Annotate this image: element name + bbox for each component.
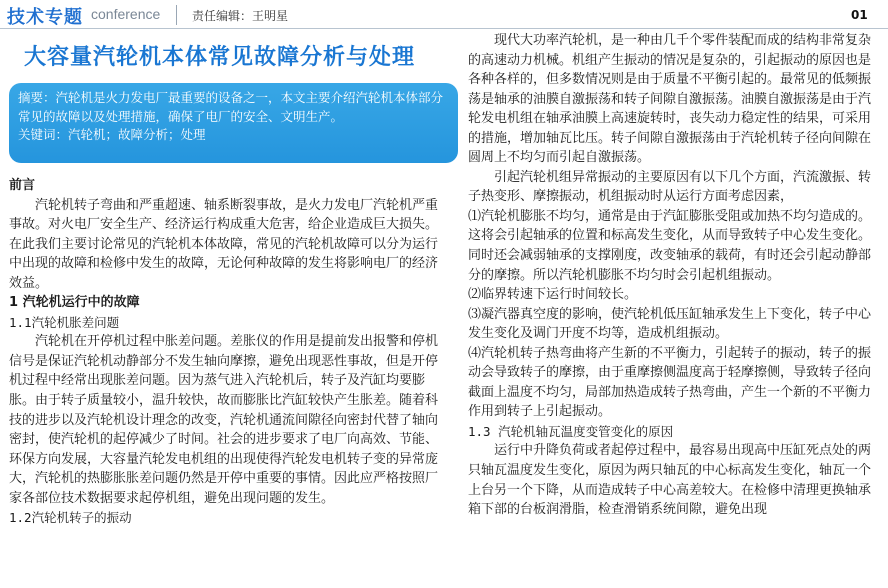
page-number: 01 [851,8,868,22]
editor-credit: 责任编辑：王明星 [192,9,289,23]
subsection-1-1-heading: 1.1汽轮机胀差问题 [9,314,120,330]
keywords-text: 关键词：汽轮机；故障分析；处理 [18,127,206,142]
cause-item-3: ⑶凝汽器真空度的影响，使汽轮机低压缸轴承发生上下变化，转子中心发生变化及调门开度不均等，造成机组振动。 [468,306,872,342]
subsection-1-1-paragraph: 汽轮机在开停机过程中胀差问题。差胀仪的作用是提前发出报警和停机信号是保证汽轮机动静部分不发生轴向摩擦，避免出现恶性事故，但是开停机过程中经常出现胀差问题。因为蒸气进入汽轮机后，转子及汽缸均要膨胀。由于转子质量较小，温升较快，故而膨胀比汽缸较快产生胀差。随着科技的进步以及汽轮机设计理念的改变，汽轮机通流间隙径向密封代替了轴向密封，使汽轮机的起停减少了时间。社会的进步要求了电厂向高效、节能、环保方向发展，大容量汽轮发电机组的出现使得汽轮发电机转子变的异常庞大，汽轮机的热膨胀胀差问题仍然是开停中重要的事情。因此应严格按照厂家各部位技术数据要求起停机组，避免出现问题的发生。 [9,334,439,506]
subsection-1-3-heading: 1.3 汽轮机轴瓦温度变管变化的原因 [468,423,674,439]
abstract-text: 摘要：汽轮机是火力发电厂最重要的设备之一，本文主要介绍汽轮机本体部分常见的故障以及处理措施，确保了电厂的安全、文明生产。 [18,90,444,124]
header-separator [176,5,177,25]
right-column [468,31,880,520]
foreword-paragraph: 汽轮机转子弯曲和严重超速、轴系断裂事故，是火力发电厂汽轮机严重事故。对火电厂安全生产、经济运行构成重大危害，给企业造成巨大损失。在此我们主要讨论常见的汽轮机本体故障，常见的汽轮机故障可以分为运行中出现的故障和检修中发生的故障，无论何种故障的发生将影响电厂的经济效益。 [9,197,439,291]
article-title: 大容量汽轮机本体常见故障分析与处理 [24,45,416,70]
vibration-paragraph: 现代大功率汽轮机，是一种由几千个零件装配而成的结构非常复杂的高速动力机械。机组产生振动的情况是复杂的，引起振动的原因也是各种各样的，但多数情况则是由于质量不平衡引起的。最常见的低频振荡是轴承的油膜自激振荡和转子间隙自激振荡。油膜自激振荡是由于汽轮发电机组在轴承油膜上高速旋转时，丧失动力稳定性的结果，可采用的措施，增加轴瓦比压。转子间隙自激振荡由于汽轮机转子径向间隙在圆周上不均匀而引起自激振荡。 [468,33,872,166]
page-header [0,0,888,28]
cause-item-1: ⑴汽轮机膨胀不均匀，通常是由于汽缸膨胀受阻或加热不均匀造成的。这将会引起轴承的位置和标高发生变化，从而导致转子中心发生变化。同时还会减弱轴承的支撑刚度，改变轴承的载荷，有时还会引起动静部分的摩擦。所以汽轮机膨胀不均匀时会引起机组振动。 [468,208,872,283]
cause-item-2: ⑵临界转速下运行时间较长。 [468,287,638,303]
header-rule [0,28,888,29]
subsection-1-2-heading: 1.2汽轮机转子的振动 [9,510,132,526]
foreword-heading: 前言 [9,178,36,193]
cause-item-4: ⑷汽轮机转子热弯曲将产生新的不平衡力，引起转子的振动，转子的振动会导致转子的摩擦，由于重摩擦侧温度高于轻摩擦侧，导致转子径向截面上温度不均匀，局部加热造成转子热弯曲，产生一个新的不平衡力作用到转子上引起振动。 [468,345,872,420]
abstract-box [9,83,458,163]
left-column [9,176,449,528]
column-tag: 技术专题 [7,7,83,28]
conference-label: conference [91,6,161,22]
subsection-1-3-paragraph: 运行中升降负荷或者起停过程中，最容易出现高中压缸死点处的两只轴瓦温度发生变化，原因为两只轴瓦的中心标高发生变化，轴瓦一个上台另一个下降，从而造成转子中心高差较大。在检修中清理更换轴承箱下部的台板润滑脂，检查滑销系统间隙，避免出现 [468,443,872,518]
section-1-heading: 1 汽轮机运行中的故障 [9,295,140,311]
vibration-causes-paragraph: 引起汽轮机组异常振动的主要原因有以下几个方面，汽流激振、转子热变形、摩擦振动，机组振动时从运行方面考虑因素， [468,169,872,205]
